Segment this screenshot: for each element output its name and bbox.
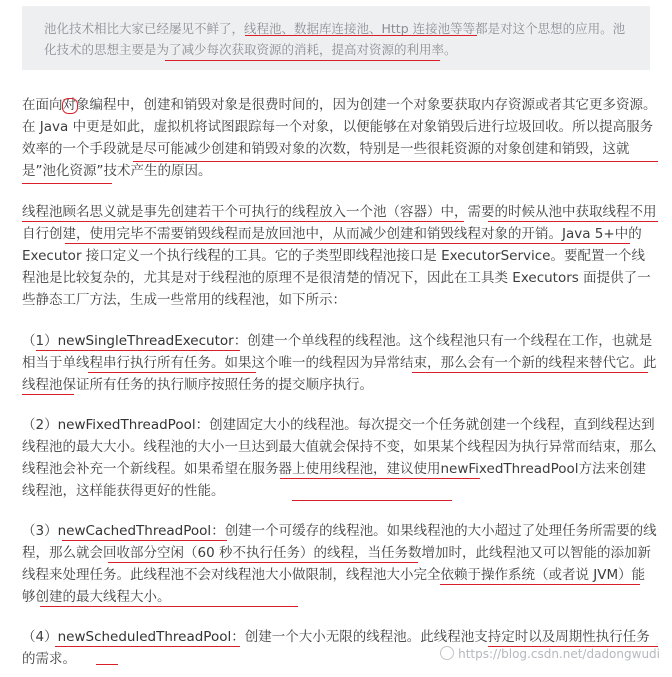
annotation-underline [55, 646, 240, 647]
item-name: newSingleThreadExecutor [57, 333, 234, 349]
item-desc: 创建一个大小无限的线程池。此线程池支持定时以及周期性执行任务的需求。 [22, 629, 650, 667]
annotation-underline [62, 540, 227, 541]
annotation-underline [22, 394, 74, 395]
item-prefix: （4） [22, 629, 58, 645]
item-desc: 创建一个可缓存的线程池。如果线程池的大小超过了处理任务所需要的线程，那么就会回收部分空闲（60 秒不执行任务）的线程，当任务数增加时，此线程池又可以智能的添加新线程来处理任务。此线程池不会对线程池大小做限制，线程池大小完全依赖于操作系统（或者说 JVM）能够创建的最大线程大小。 [22, 523, 657, 605]
annotation-underline [88, 372, 256, 373]
item-prefix: （2） [22, 417, 58, 433]
annotation-underline [292, 500, 452, 501]
item-sep: ： [231, 629, 245, 645]
item-name: newScheduledThreadPool [57, 629, 232, 645]
annotation-underline [245, 35, 477, 36]
paragraph-oop: 在面向对象编程中，创建和销毁对象是很费时间的，因为创建一个对象要获取内存资源或者其它更多资源。在 Java 中更是如此，虚拟机将试图跟踪每一个对象，以便能够在对象销毁后进行垃圾回收。所以提高服务效率的一个手段就是尽可能减少创建和销毁对象的次数，特别是一些很耗资源的对象创建和销毁，这就是”池化资源”技术产生的原因。 [22, 97, 657, 179]
annotation-underline [280, 478, 480, 479]
annotation-underline [412, 372, 648, 373]
item-sep: ： [211, 523, 225, 539]
annotation-underline [36, 350, 240, 351]
annotation-underline [96, 664, 118, 665]
annotation-underline [65, 243, 630, 244]
annotation-underline [488, 221, 658, 222]
quote-text: 池化技术相比大家已经屡见不鲜了，线程池、数据库连接池、Http 连接池等等都是对这个思想的应用。池化技术的思想主要是为了减少每次获取资源的消耗，提高对资源的利用率。 [44, 21, 626, 57]
item-prefix: （1） [22, 333, 58, 349]
annotation-underline [165, 60, 440, 61]
annotation-underline [440, 584, 640, 585]
annotation-underline [133, 161, 658, 162]
item-prefix: （3） [22, 523, 58, 539]
csdn-logo-icon [440, 646, 454, 660]
list-item [22, 414, 658, 502]
annotation-circle [62, 98, 78, 114]
watermark [440, 646, 660, 661]
item-sep: ： [195, 417, 210, 433]
item-name: newFixedThreadPool [57, 417, 196, 433]
list-item [22, 520, 658, 608]
annotation-underline [22, 183, 112, 184]
annotation-underline [40, 606, 298, 607]
item-desc: 创建固定大小的线程池。每次提交一个任务就创建一个线程，直到线程达到线程池的最大大小。线程池的大小一旦达到最大值就会保持不变，如果某个线程因为执行异常而结束，那么线程池会补充一个新线程。如果希望在服务器上使用线程池，建议使用newFixedThreadPool方法来创建线程池，这样能获得更好的性能。 [22, 417, 657, 499]
item-sep: ： [233, 333, 248, 349]
item-desc: 创建一个单线程的线程池。这个线程池只有一个线程在工作，也就是相当于单线程串行执行所有任务。如果这个唯一的线程因为异常结束，那么会有一个新的线程来替代它。此线程池保证所有任务的执行顺序按照任务的提交顺序执行。 [22, 333, 657, 393]
annotation-underline [22, 221, 464, 222]
list-item [22, 330, 658, 396]
annotation-underline [108, 562, 418, 563]
watermark-text: https://blog.csdn.net/dadongwudi [458, 647, 660, 661]
item-name: newCachedThreadPool [57, 523, 212, 539]
paragraph-threadpool: 线程池顾名思义就是事先创建若干个可执行的线程放入一个池（容器）中，需要的时候从池中获取线程不用自行创建，使用完毕不需要销毁线程而是放回池中，从而减少创建和销毁线程对象的开销。Java 5+中的 Executor 接口定义一个执行线程的工具。它的子类型即线程池接口是 ExecutorService。要配置一个线程池是比较复杂的，尤其是对于线程池的原理不是很清楚的情况下，因此在工具类 Executors 面提供了一些静态工厂方法，生成一些常用的线程池，如下所示： [22, 204, 657, 308]
